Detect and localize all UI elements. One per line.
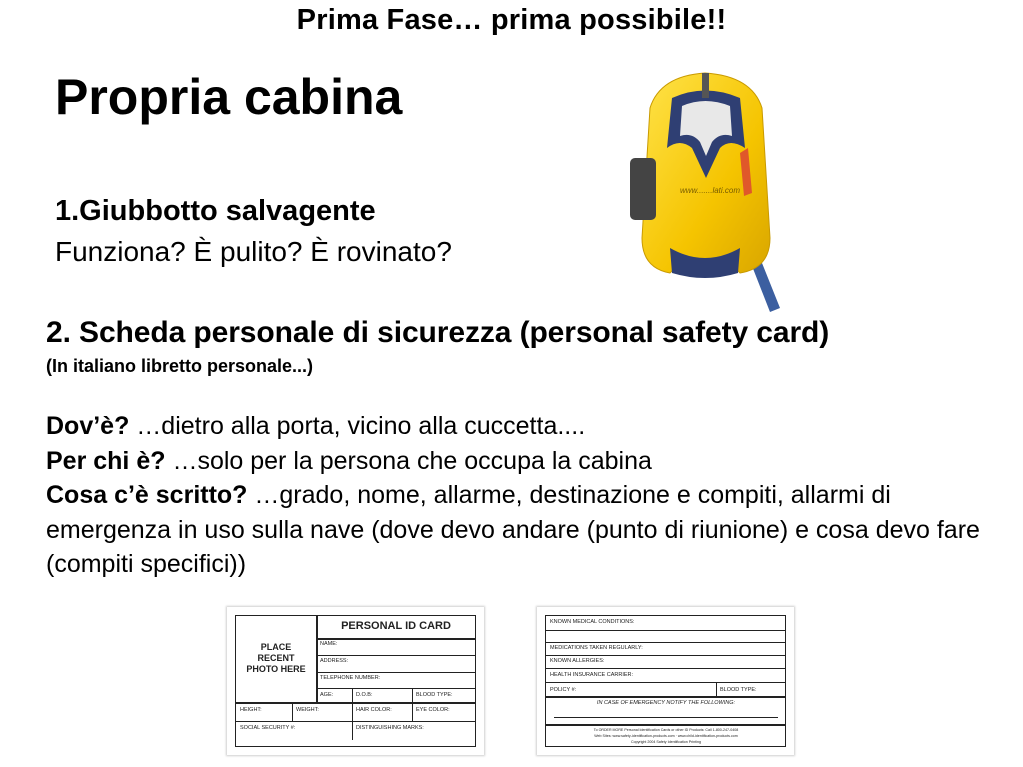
allergies-label: KNOWN ALLERGIES: (550, 658, 605, 664)
address-label: ADDRESS: (320, 658, 349, 664)
distinguishing-marks-label: DISTINGUISHING MARKS: (356, 725, 424, 731)
slide-header-title: Prima Fase… prima possibile!! (296, 4, 727, 36)
section2-heading: 2. Scheda personale di sicurezza (personal safety card) (46, 316, 830, 349)
emergency-notify-label: IN CASE OF EMERGENCY NOTIFY THE FOLLOWING: (596, 700, 736, 706)
answer-what-written: …grado, nome, allarme, destinazione e compiti, allarmi di emergenza in uso sulla nave (dove devo andare (punto di riunione) e cosa devo fare (compiti specifici)) (46, 481, 980, 578)
section1-questions: Funziona? È pulito? È rovinato? (55, 236, 452, 267)
life-jacket-image (620, 68, 790, 316)
personal-id-card-back (537, 607, 794, 755)
question-where: Dov’è? (46, 412, 130, 440)
footer-web: Web Sites: www.safety-identification-products.com · www.child-identification-products.com (594, 734, 738, 738)
personal-id-card-front (227, 607, 484, 755)
social-security-label: SOCIAL SECURITY #: (240, 725, 296, 731)
slide-main-title: Propria cabina (55, 69, 403, 125)
section2-subheading: (In italiano libretto personale...) (46, 356, 314, 376)
section1-heading: 1.Giubbotto salvagente (55, 195, 376, 227)
answer-where: …dietro alla porta, vicino alla cuccetta.... (129, 412, 586, 440)
photo-placeholder: PLACE RECENT PHOTO HERE (246, 642, 306, 674)
medical-conditions-label: KNOWN MEDICAL CONDITIONS: (550, 619, 635, 625)
insurance-label: HEALTH INSURANCE CARRIER: (550, 672, 634, 678)
blood-type-label: BLOOD TYPE: (416, 692, 453, 698)
age-label: AGE: (320, 692, 334, 698)
back-blood-type-label: BLOOD TYPE: (720, 687, 757, 693)
weight-label: WEIGHT: (296, 707, 319, 713)
footer-copyright: Copyright 2004 Safety Identification Printing (631, 740, 701, 744)
dob-label: D.O.B: (356, 692, 373, 698)
policy-label: POLICY #: (550, 687, 577, 693)
card-title: PERSONAL ID CARD (341, 620, 451, 632)
answer-for-whom: …solo per la persona che occupa la cabina (165, 446, 652, 475)
height-label: HEIGHT: (240, 707, 262, 713)
jacket-watermark: www.......lati.com (680, 186, 741, 195)
hair-color-label: HAIR COLOR: (356, 707, 392, 713)
medications-label: MEDICATIONS TAKEN REGULARLY: (550, 645, 643, 651)
eye-color-label: EYE COLOR: (416, 707, 450, 713)
details-text (46, 409, 1006, 582)
telephone-label: TELEPHONE NUMBER: (320, 675, 381, 681)
question-what-written: Cosa c’è scritto? (46, 481, 248, 509)
footer-order: To ORDER MORE Personal Identification Cards or other ID Products: Call 1-800-247-0408 (593, 728, 739, 732)
question-for-whom: Per chi è? (46, 446, 166, 475)
name-label: NAME: (320, 641, 338, 647)
